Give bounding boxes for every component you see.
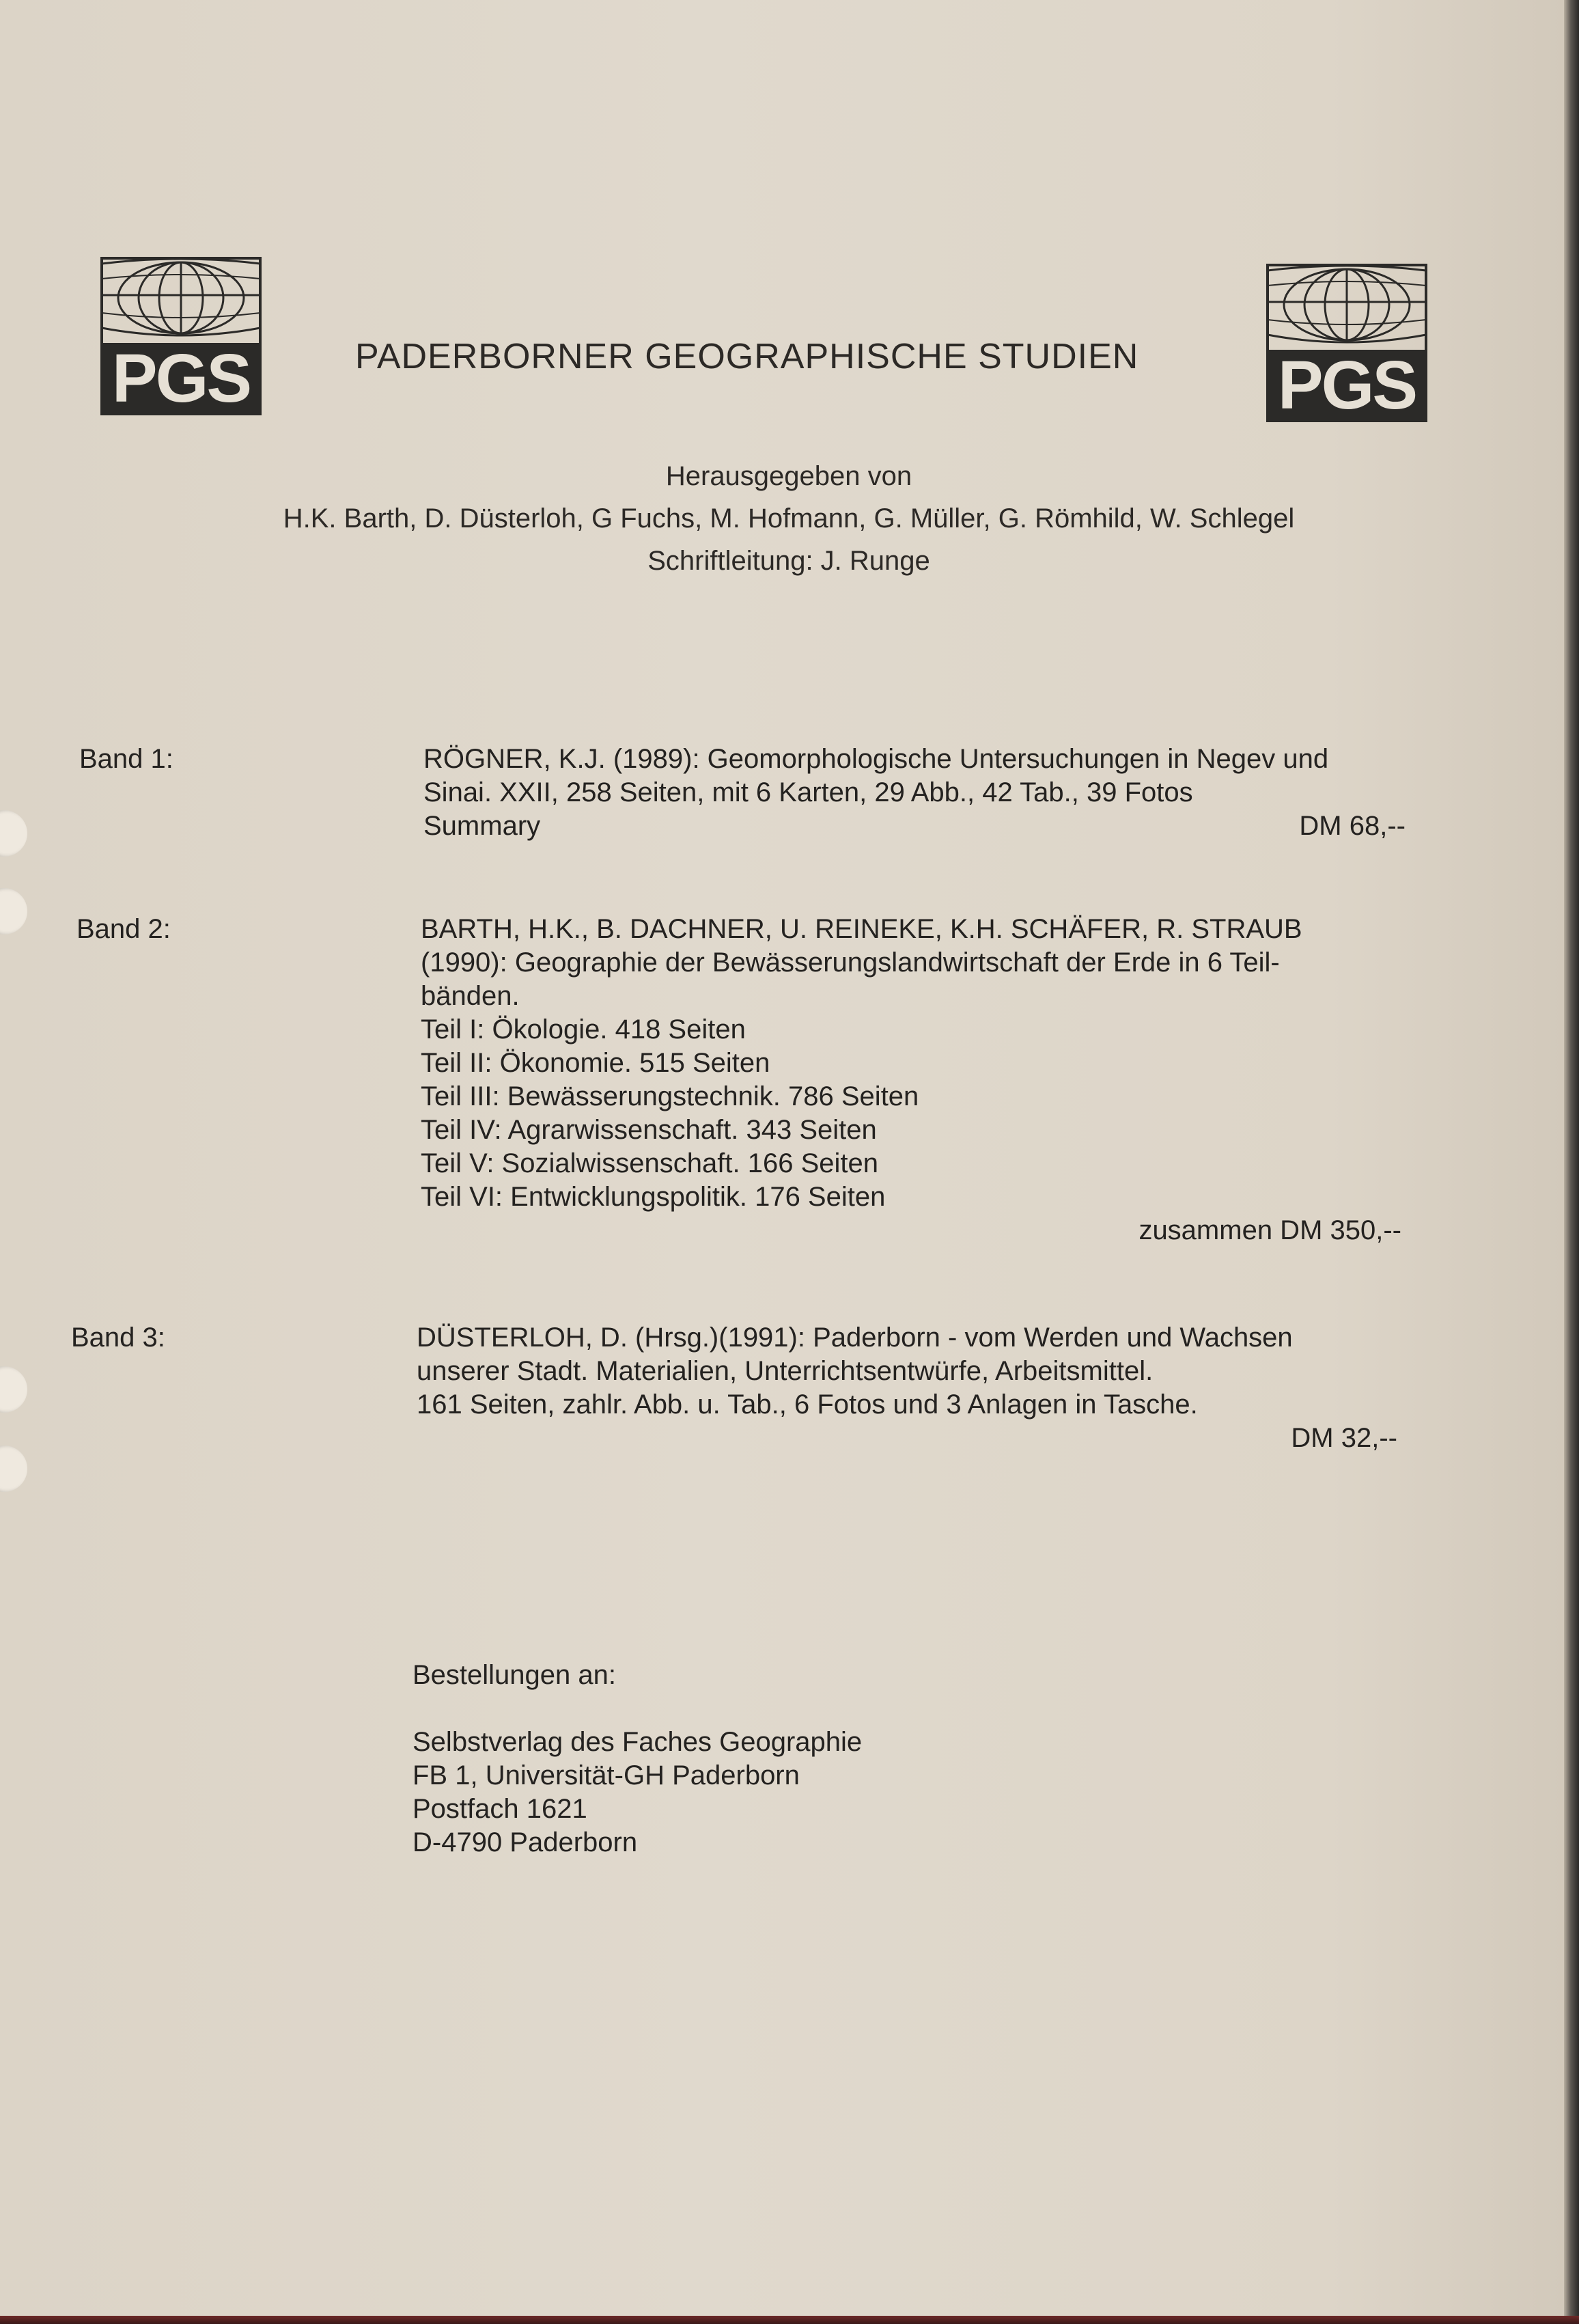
page-bottom-edge (0, 2316, 1579, 2324)
band-price: DM 68,-- (1299, 811, 1406, 841)
band-line: DÜSTERLOH, D. (Hrsg.)(1991): Paderborn - vom Werden und Wachsen (417, 1323, 1293, 1353)
band-summary-price-line (423, 810, 1407, 843)
band-line: Teil III: Bewässerungstechnik. 786 Seiten (421, 1081, 919, 1111)
band-line: Teil VI: Entwicklungspolitik. 176 Seiten (421, 1182, 886, 1212)
orders-address-line: Postfach 1621 (413, 1794, 587, 1824)
band-line: Teil I: Ökologie. 418 Seiten (421, 1014, 746, 1045)
editors-names: H.K. Barth, D. Düsterloh, G Fuchs, M. Hofmann, G. Müller, G. Römhild, W. Schlegel (283, 503, 1295, 534)
pgs-logo-left (100, 257, 262, 415)
band-line: 161 Seiten, zahlr. Abb. u. Tab., 6 Fotos und 3 Anlagen in Tasche. (417, 1389, 1198, 1420)
orders-heading: Bestellungen an: (413, 1660, 617, 1690)
band-line: Teil IV: Agrarwissenschaft. 343 Seiten (421, 1115, 877, 1145)
orders-address-line: Selbstverlag des Faches Geographie (413, 1727, 863, 1757)
band-label: Band 2: (76, 914, 171, 944)
band-line: RÖGNER, K.J. (1989): Geomorphologische Untersuchungen in Negev und (423, 744, 1329, 774)
pgs-logo-text: PGS (1277, 347, 1416, 424)
editors-schriftleitung: Schriftleitung: J. Runge (647, 546, 930, 576)
band-line: unserer Stadt. Materialien, Unterrichtsentwürfe, Arbeitsmittel. (417, 1356, 1154, 1386)
band-price: zusammen DM 350,-- (1138, 1215, 1401, 1245)
band-1-entry (0, 743, 1564, 845)
band-price: DM 32,-- (1291, 1423, 1397, 1453)
page-edge-shadow (1564, 0, 1579, 2324)
band-summary: Summary (423, 811, 541, 841)
pgs-logo-text: PGS (111, 340, 251, 417)
band-line: (1990): Geographie der Bewässerungslandwirtschaft der Erde in 6 Teil- (421, 947, 1280, 978)
band-label: Band 3: (71, 1323, 165, 1353)
band-line: bänden. (421, 981, 520, 1011)
pgs-logo-right (1266, 264, 1427, 422)
band-description (417, 1321, 1400, 1455)
orders-block (413, 1659, 862, 1859)
orders-address-line: D-4790 Paderborn (413, 1827, 638, 1857)
band-line: BARTH, H.K., B. DACHNER, U. REINEKE, K.H. SCHÄFER, R. STRAUB (421, 914, 1302, 944)
band-3-entry (0, 1321, 1564, 1465)
band-line: Teil II: Ökonomie. 515 Seiten (421, 1048, 770, 1078)
band-label: Band 1: (79, 744, 173, 774)
editors-block (137, 455, 1441, 582)
band-description (423, 743, 1407, 843)
editors-intro: Herausgegeben von (665, 461, 912, 491)
band-line: Teil V: Sozialwissenschaft. 166 Seiten (421, 1148, 878, 1178)
orders-address-line: FB 1, Universität-GH Paderborn (413, 1760, 800, 1790)
band-description (421, 913, 1404, 1247)
band-2-entry (0, 913, 1564, 1268)
series-title: PADERBORNER GEOGRAPHISCHE STUDIEN (355, 337, 1139, 376)
band-line: Sinai. XXII, 258 Seiten, mit 6 Karten, 29 Abb., 42 Tab., 39 Fotos (423, 777, 1193, 807)
